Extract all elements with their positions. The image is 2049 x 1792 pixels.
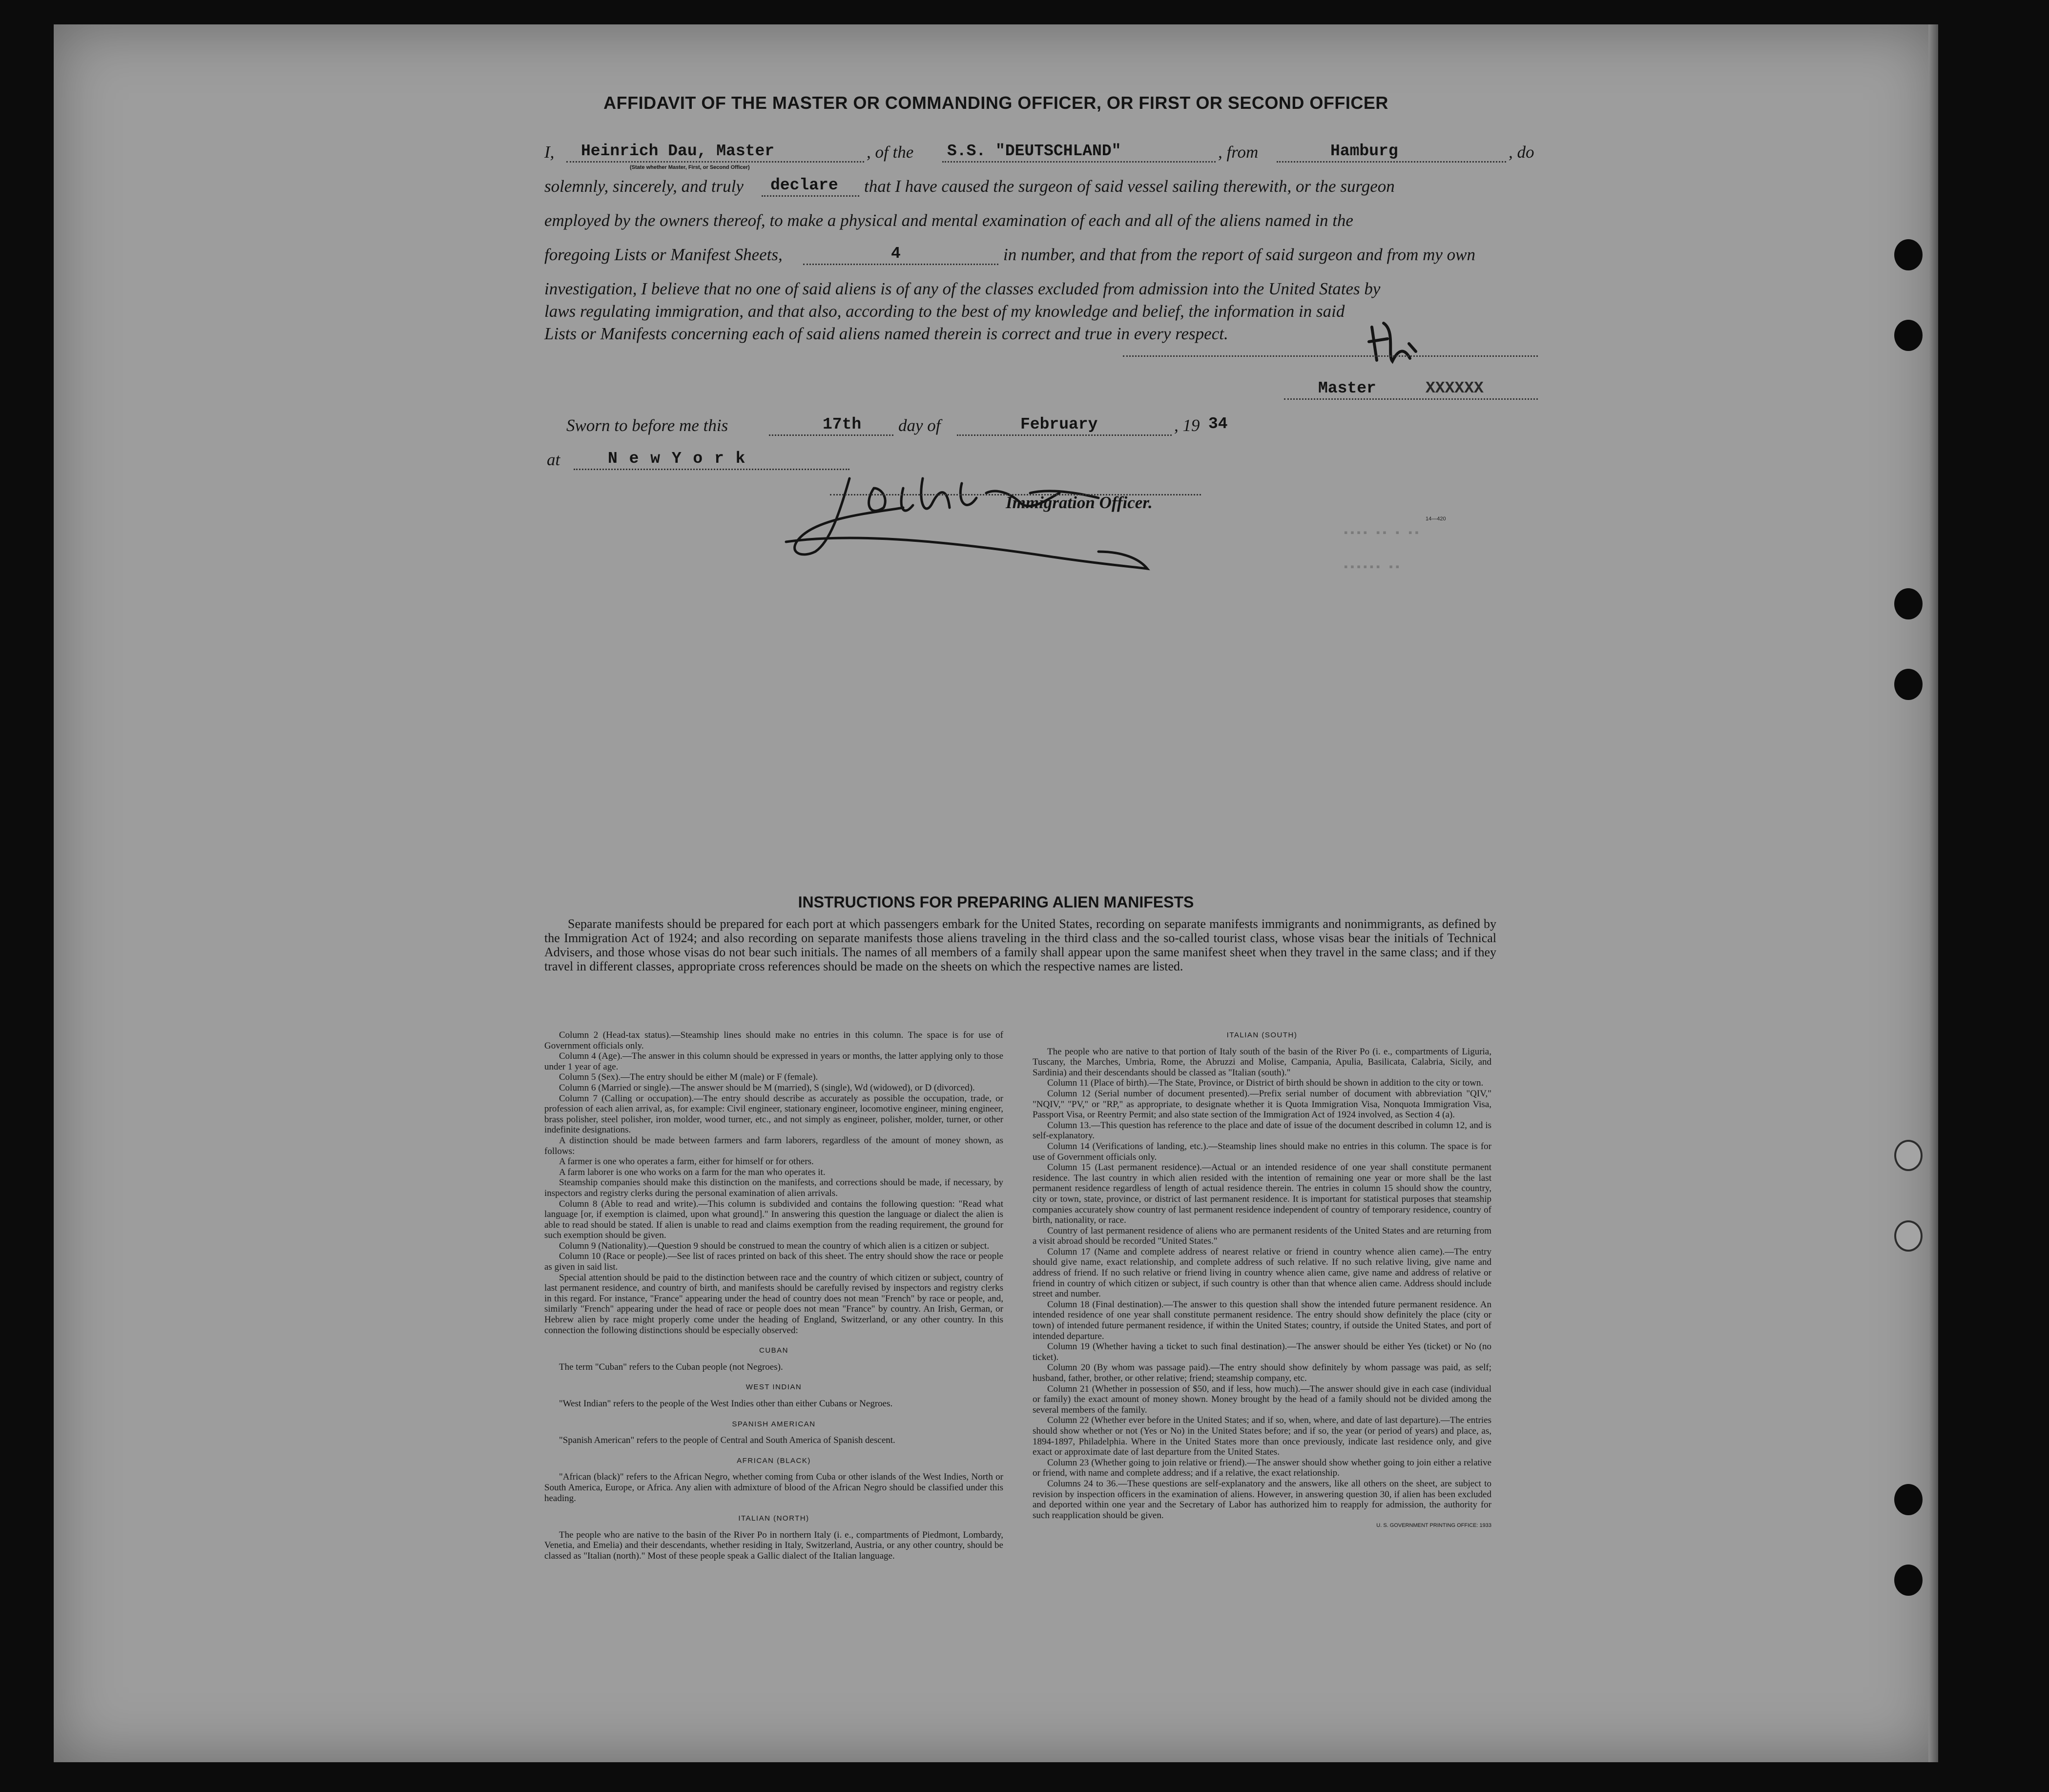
- instructions-left-column: [544, 1030, 1003, 1562]
- instruction-paragraph: Column 8 (Able to read and write).—This column is subdivided and contains the following question: "Read what language [or, if exemption is claimed, upon what ground]." In answering this question the language or dialect the alien is able to read should be stated. If alien is unable to read and claims exemption from the reading requirement, the ground for such exemption should be given.: [544, 1198, 1003, 1241]
- sworn-month: February: [1020, 415, 1098, 433]
- binder-hole-icon: [1894, 588, 1923, 619]
- vessel-name: S.S. "DEUTSCHLAND": [947, 142, 1121, 160]
- word-surgeon: that I have caused the surgeon of said vessel sailing therewith, or the surgeon: [864, 177, 1395, 196]
- instruction-paragraph: "Spanish American" refers to the people of Central and South America of Spanish descent.: [559, 1435, 895, 1446]
- instruction-paragraph: Special attention should be paid to the distinction between race and the country of which citizen or subject, country of last permanent residence, and country of birth, and manifests should be carefully revised by inspectors and registry clerks in this regard. For instance, "France" appearing under the head of country does not mean "French" by race or people, and, similarly "French" appearing under the head of race or people does not mean "France" by country. An Irish, German, or Hebrew alien by race might properly come under the heading of England, Switzerland, or any other country. In this connection the following distinctions should be especially observed:: [544, 1272, 1003, 1336]
- section-heading-cuban: CUBAN: [759, 1346, 788, 1355]
- word-do: , do: [1509, 143, 1534, 162]
- affidavit-title: AFFIDAVIT OF THE MASTER OR COMMANDING OFFICER, OR FIRST OR SECOND OFFICER: [603, 93, 1388, 113]
- instruction-paragraph: Column 19 (Whether having a ticket to such final destination).—The answer should be either Yes (ticket) or No (no ticket).: [1033, 1341, 1491, 1362]
- faint-stamp-mark: ▪▪▪▪▪▪ ▪▪: [1343, 561, 1401, 574]
- binder-hole-icon: [1894, 1565, 1923, 1596]
- affidavit-line-5: investigation, I believe that no one of said aliens is of any of the classes excluded from admission into the United States by: [544, 279, 1381, 298]
- signature-title-struck: XXXXXX: [1426, 379, 1484, 397]
- sworn-month-field: [957, 414, 1172, 436]
- instruction-paragraph: A distinction should be made between farmers and farm laborers, regardless of the amount of money shown, as follows:: [544, 1135, 1003, 1156]
- instruction-paragraph: Column 20 (By whom was passage paid).—The entry should show definitely by whom passage was paid, as self; husband, father, brother, or other relative; friend; steamship company, etc.: [1033, 1362, 1491, 1383]
- instruction-paragraph: Column 15 (Last permanent residence).—Actual or an intended residence of one year shall constitute permanent residence. The last country in which alien resided with the intention of remaining one year or more shall be the last permanent residence regardless of length of actual residence therein. The entries in column 15 should show the country, city or town, state, province, or district of last permanent residence. It is important for statistical purposes that steamship companies accurately show country of last permanent residence independent of country of temporary residence, country of birth, nationality, or race.: [1033, 1162, 1491, 1226]
- instruction-paragraph: Column 18 (Final destination).—The answer to this question shall show the intended future permanent residence. An intended residence of one year shall constitute permanent residence. The entry should show definitely the place (city or town) of intended future permanent residence, if within the United States; country, if outside the United States, and port of intended departure.: [1033, 1299, 1491, 1341]
- instructions-intro: Separate manifests should be prepared for each port at which passengers embark for the United States, recording on separate manifests immigrants and nonimmigrants, as defined by the Immigration Act of 1924; and also recording on separate manifests those aliens traveling in the third class and the so-called tourist class, whose visas bear the initials of Technical Advisers, and those whose visas do not bear such initials. The names of all members of a family shall appear upon the same manifest sheet when they travel in the same class; and if they travel in different classes, appropriate cross references should be made on the sheets on which the respective names are listed.: [544, 917, 1496, 973]
- instruction-paragraph: Columns 24 to 36.—These questions are self-explanatory and the answers, like all others on the sheet, are subject to revision by inspection officers in the examination of aliens. However, in answering question 30, if alien has been excluded and deported within one year and the Secretary of Labor has authorized him to reapply for admission, the authority for such reapplication should be given.: [1033, 1478, 1491, 1521]
- sworn-year: 34: [1208, 415, 1228, 433]
- instruction-paragraph: A farmer is one who operates a farm, either for himself or for others.: [559, 1156, 814, 1167]
- binder-hole-icon: [1894, 669, 1923, 700]
- binder-hole-empty-icon: [1894, 1220, 1923, 1252]
- instruction-paragraph: The people who are native to that portion of Italy south of the basin of the River Po (i. e., compartments of Liguria, Tuscany, the Marches, Umbria, Rome, the Abruzzi and Molise, Campania, Apulia, Basilicata, Calabria, Sicily, and Sardinia) and their descendants should be classed as "Italian (south).": [1033, 1046, 1491, 1078]
- instruction-paragraph: Column 14 (Verifications of landing, etc.).—Steamship lines should make no entries in this column. The space is for use of Government officials only.: [1033, 1141, 1491, 1162]
- section-heading-italian-north: ITALIAN (NORTH): [738, 1514, 809, 1523]
- instruction-paragraph: The term "Cuban" refers to the Cuban people (not Negroes).: [559, 1361, 783, 1372]
- instruction-paragraph: Country of last permanent residence of aliens who are permanent residents of the United States and are returning from a visit abroad should be recorded "United States.": [1033, 1225, 1491, 1247]
- word-day-of: day of: [898, 416, 941, 435]
- officer-state-note: (State whether Master, First, or Second Officer): [630, 165, 750, 170]
- section-heading-african: AFRICAN (BLACK): [737, 1456, 811, 1465]
- officer-field: [566, 141, 864, 163]
- signature-title-field: [1284, 378, 1538, 400]
- instruction-paragraph: The people who are native to the basin of the River Po in northern Italy (i. e., compartments of Piedmont, Lombardy, Venetia, and Emelia) and their descendants, whether residing in Italy, Switzerland, Austria, or any other country, should be classed as "Italian (north)." Most of these people speak a Gallic dialect of the Italian language.: [544, 1529, 1003, 1561]
- master-signature-line: [1123, 350, 1538, 357]
- instruction-paragraph: Column 22 (Whether ever before in the United States; and if so, when, where, and date of last departure).—The entries should show whether or not (Yes or No) in the United States before; and if so, the year (or period of years) and place, as, 1894-1897, Philadelphia. Where in the United States more than once previously, indicate last residence only, and give exact or approximate date of last departure from the United States.: [1033, 1415, 1491, 1458]
- word-in-number: in number, and that from the report of said surgeon and from my own: [1003, 245, 1476, 264]
- officer-name: Heinrich Dau, Master: [581, 142, 775, 160]
- instruction-paragraph: Column 7 (Calling or occupation).—The entry should describe as accurately as possible the occupation, trade, or profession of each alien arrival, as, for example: Civil engineer, stationary engineer, locomotive engineer, mining engineer, brass polisher, steel polisher, iron molder, wood turner, etc., and not simply as engineer, polisher, molder, turner, or other indefinite designations.: [544, 1093, 1003, 1135]
- word-solemnly: solemnly, sincerely, and truly: [544, 177, 744, 196]
- master-signature: [1362, 317, 1421, 371]
- instruction-paragraph: Steamship companies should make this distinction on the manifests, and corrections should be made, if necessary, by inspectors and registry clerks during the personal examination of alien arrivals.: [544, 1177, 1003, 1198]
- word-i: I,: [544, 143, 555, 162]
- vessel-field: [942, 141, 1216, 163]
- instruction-paragraph: Column 13.—This question has reference to the place and date of issue of the document described in column 12, and is self-explanatory.: [1033, 1120, 1491, 1141]
- binder-hole-empty-icon: [1894, 1140, 1923, 1171]
- sworn-place: N e w Y o r k: [608, 450, 746, 468]
- instruction-paragraph: Column 23 (Whether going to join relative or friend).—The answer should show whether going to join either a relative or friend, with name and complete address; and if a relative, the exact relationship.: [1033, 1457, 1491, 1479]
- instruction-paragraph: Column 5 (Sex).—The entry should be either M (male) or F (female).: [559, 1072, 818, 1083]
- word-foregoing: foregoing Lists or Manifest Sheets,: [544, 245, 783, 264]
- immigration-officer-signature: [757, 459, 1186, 576]
- printer-note: U. S. GOVERNMENT PRINTING OFFICE: 1933: [1376, 1523, 1491, 1529]
- section-heading-italian-south: ITALIAN (SOUTH): [1226, 1031, 1298, 1039]
- instruction-paragraph: Column 9 (Nationality).—Question 9 should be construed to mean the country of which alien is a citizen or subject.: [559, 1240, 990, 1251]
- word-of-the: , of the: [867, 143, 914, 162]
- word-year-prefix: , 19: [1174, 416, 1200, 435]
- verb-declare: declare: [770, 176, 838, 194]
- binder-hole-icon: [1894, 1484, 1923, 1515]
- affidavit-line-3: employed by the owners thereof, to make a physical and mental examination of each and all of the aliens named in the: [544, 211, 1353, 230]
- immigration-officer-label: Immigration Officer.: [1006, 493, 1153, 512]
- binder-hole-icon: [1894, 239, 1923, 270]
- section-heading-spanish-american: SPANISH AMERICAN: [732, 1420, 816, 1428]
- instructions-title: INSTRUCTIONS FOR PREPARING ALIEN MANIFESTS: [798, 893, 1194, 911]
- signature-title: Master: [1318, 379, 1376, 397]
- form-number: 14—420: [1426, 516, 1446, 522]
- instruction-paragraph: Column 6 (Married or single).—The answer should be M (married), S (single), Wd (widowed), or D (divorced).: [559, 1082, 975, 1093]
- instruction-paragraph: Column 10 (Race or people).—See list of races printed on back of this sheet. The entry should show the race or people as given in said list.: [544, 1251, 1003, 1273]
- verb-field: [762, 175, 859, 197]
- instruction-paragraph: "African (black)" refers to the African Negro, whether coming from Cuba or other islands of the West Indies, North or South America, Europe, or Africa. Any alien with admixture of blood of the African Negro should be classified under this heading.: [544, 1472, 1003, 1504]
- word-at: at: [547, 450, 560, 469]
- document-sheet: [54, 24, 1938, 1762]
- binder-hole-icon: [1894, 320, 1923, 351]
- port-name: Hamburg: [1330, 142, 1398, 160]
- sworn-day-field: [769, 414, 893, 436]
- instruction-paragraph: "West Indian" refers to the people of the West Indies other than either Cubans or Negroes.: [559, 1399, 893, 1409]
- instruction-paragraph: Column 12 (Serial number of document presented).—Prefix serial number of document with abbreviation "QIV," "NQIV," "PV," or "RP," as appropriate, to designate whether it is Quota Immigration Visa, Nonquota Immigration Visa, Passport Visa, or Reentry Permit; and also state section of the Immigration Act of 1924 involved, as Section 4 (a).: [1033, 1088, 1491, 1120]
- word-sworn: Sworn to before me this: [566, 416, 728, 435]
- instruction-paragraph: Column 17 (Name and complete address of nearest relative or friend in country whence alien came).—The entry should give name, exact relationship, and complete address of such relative. If no such relative living, give name and address of friend. If no such relative or friend living in country whence alien came, give name and address of relative or friend in country of which citizen or subject, if such country is other than that whence alien came. Address should include street and number.: [1033, 1246, 1491, 1299]
- instruction-paragraph: Column 11 (Place of birth).—The State, Province, or District of birth should be shown in addition to the city or town.: [1047, 1078, 1484, 1089]
- sheets-count: 4: [891, 245, 901, 263]
- word-from: , from: [1218, 143, 1259, 162]
- section-heading-west-indian: WEST INDIAN: [745, 1383, 802, 1392]
- instructions-right-column: [1033, 1030, 1491, 1531]
- instruction-paragraph: Column 2 (Head-tax status).—Steamship lines should make no entries in this column. The space is for use of Government officials only.: [544, 1030, 1003, 1051]
- sheets-field: [803, 243, 998, 265]
- instruction-paragraph: Column 4 (Age).—The answer in this column should be expressed in years or months, the latter applying only to those under 1 year of age.: [544, 1051, 1003, 1072]
- port-field: [1277, 141, 1506, 163]
- faint-stamp-mark: ▪▪▪▪ ▪▪ ▪ ▪▪: [1343, 527, 1420, 539]
- sworn-day: 17th: [823, 415, 862, 433]
- affidavit-line-7: Lists or Manifests concerning each of said aliens named therein is correct and true in every respect.: [544, 324, 1228, 343]
- affidavit-line-6: laws regulating immigration, and that also, according to the best of my knowledge and belief, the information in said: [544, 302, 1345, 321]
- instruction-paragraph: A farm laborer is one who works on a farm for the man who operates it.: [559, 1167, 826, 1177]
- instruction-paragraph: Column 21 (Whether in possession of $50, and if less, how much).—The answer should give in each case (individual or family) the exact amount of money shown. Money brought by the head of a family should not be divided among the several members of the family.: [1033, 1383, 1491, 1415]
